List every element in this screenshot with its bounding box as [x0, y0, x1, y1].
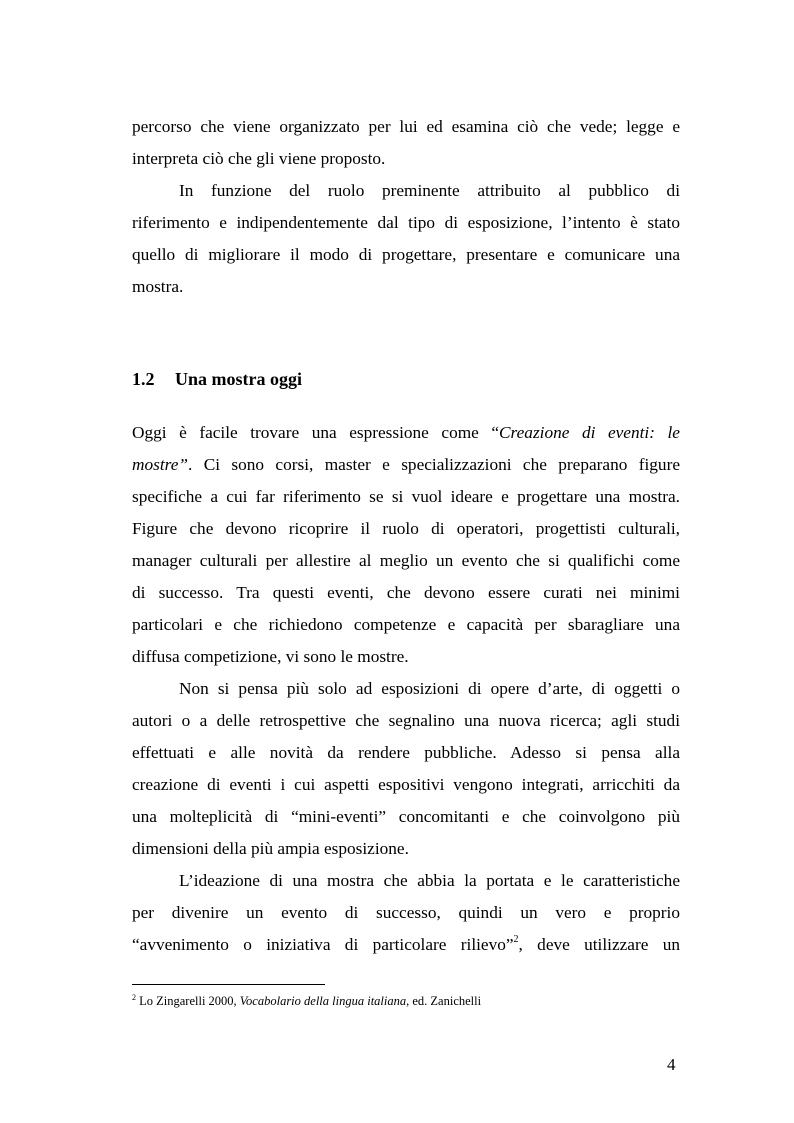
italic-text: mostre” [132, 455, 189, 474]
body-text-line: interpreta ciò che gli viene proposto. [132, 149, 386, 168]
section-heading [132, 369, 680, 389]
body-text-line: L’ideazione di una mostra che abbia la portata e le caratteristiche [179, 871, 680, 890]
body-text-line: effettuati e alle novità da rendere pubbliche. Adesso si pensa alla [132, 743, 680, 762]
body-text-line: specifiche a cui far riferimento se si vuol ideare e progettare una mostra. [132, 487, 680, 506]
text-span: Oggi è facile trovare una espressione come “ [132, 423, 500, 442]
body-text-line: mostra. [132, 277, 184, 296]
text-span: , ed. Zanichelli [406, 994, 482, 1008]
body-text-line: manager culturali per allestire al meglio un evento che si qualifichi come [132, 551, 680, 570]
footnote-reference: 2 [513, 934, 519, 946]
italic-text: Creazione di eventi: le [499, 423, 680, 442]
body-text-line: diffusa competizione, vi sono le mostre. [132, 647, 409, 666]
body-text-line [132, 455, 680, 475]
body-text-line: quello di migliorare il modo di progettare, presentare e comunicare una [132, 245, 680, 264]
body-text-line: di successo. Tra questi eventi, che devono essere curati nei minimi [132, 583, 680, 602]
text-span: , deve utilizzare un [518, 935, 680, 954]
page-number: 4 [667, 1055, 676, 1074]
body-text-line: creazione di eventi i cui aspetti espositivi vengono integrati, arricchiti da [132, 775, 680, 794]
body-text-line: per divenire un evento di successo, quindi un vero e proprio [132, 903, 680, 922]
section-title: Una mostra oggi [175, 369, 302, 389]
body-text-line: percorso che viene organizzato per lui ed esamina ciò che vede; legge e [132, 117, 680, 136]
body-text-line: In funzione del ruolo preminente attribuito al pubblico di [179, 181, 680, 200]
footnote-separator [132, 984, 325, 985]
text-span: “avvenimento o iniziativa di particolare rilievo” [132, 935, 514, 954]
text-span: Lo Zingarelli 2000, [136, 994, 240, 1008]
body-text-line: una molteplicità di “mini-eventi” concomitanti e che coinvolgono più [132, 807, 680, 826]
body-text-line: autori o a delle retrospettive che segnalino una nuova ricerca; agli studi [132, 711, 680, 730]
italic-text: Vocabolario della lingua italiana [239, 994, 407, 1008]
section-number: 1.2 [132, 369, 155, 389]
body-text-line: riferimento e indipendentemente dal tipo di esposizione, l’intento è stato [132, 213, 680, 232]
body-text-line [132, 935, 680, 955]
body-text-line: Non si pensa più solo ad esposizioni di opere d’arte, di oggetti o [179, 679, 680, 698]
body-text-line: dimensioni della più ampia esposizione. [132, 839, 409, 858]
text-span: . Ci sono corsi, master e specializzazioni che preparano figure [188, 455, 680, 474]
footnote-marker: 2 [132, 992, 136, 1002]
footnote [132, 994, 481, 1009]
body-text-line: Figure che devono ricoprire il ruolo di operatori, progettisti culturali, [132, 519, 680, 538]
body-text-line [132, 423, 680, 443]
body-text-line: particolari e che richiedono competenze e capacità per sbaragliare una [132, 615, 680, 634]
